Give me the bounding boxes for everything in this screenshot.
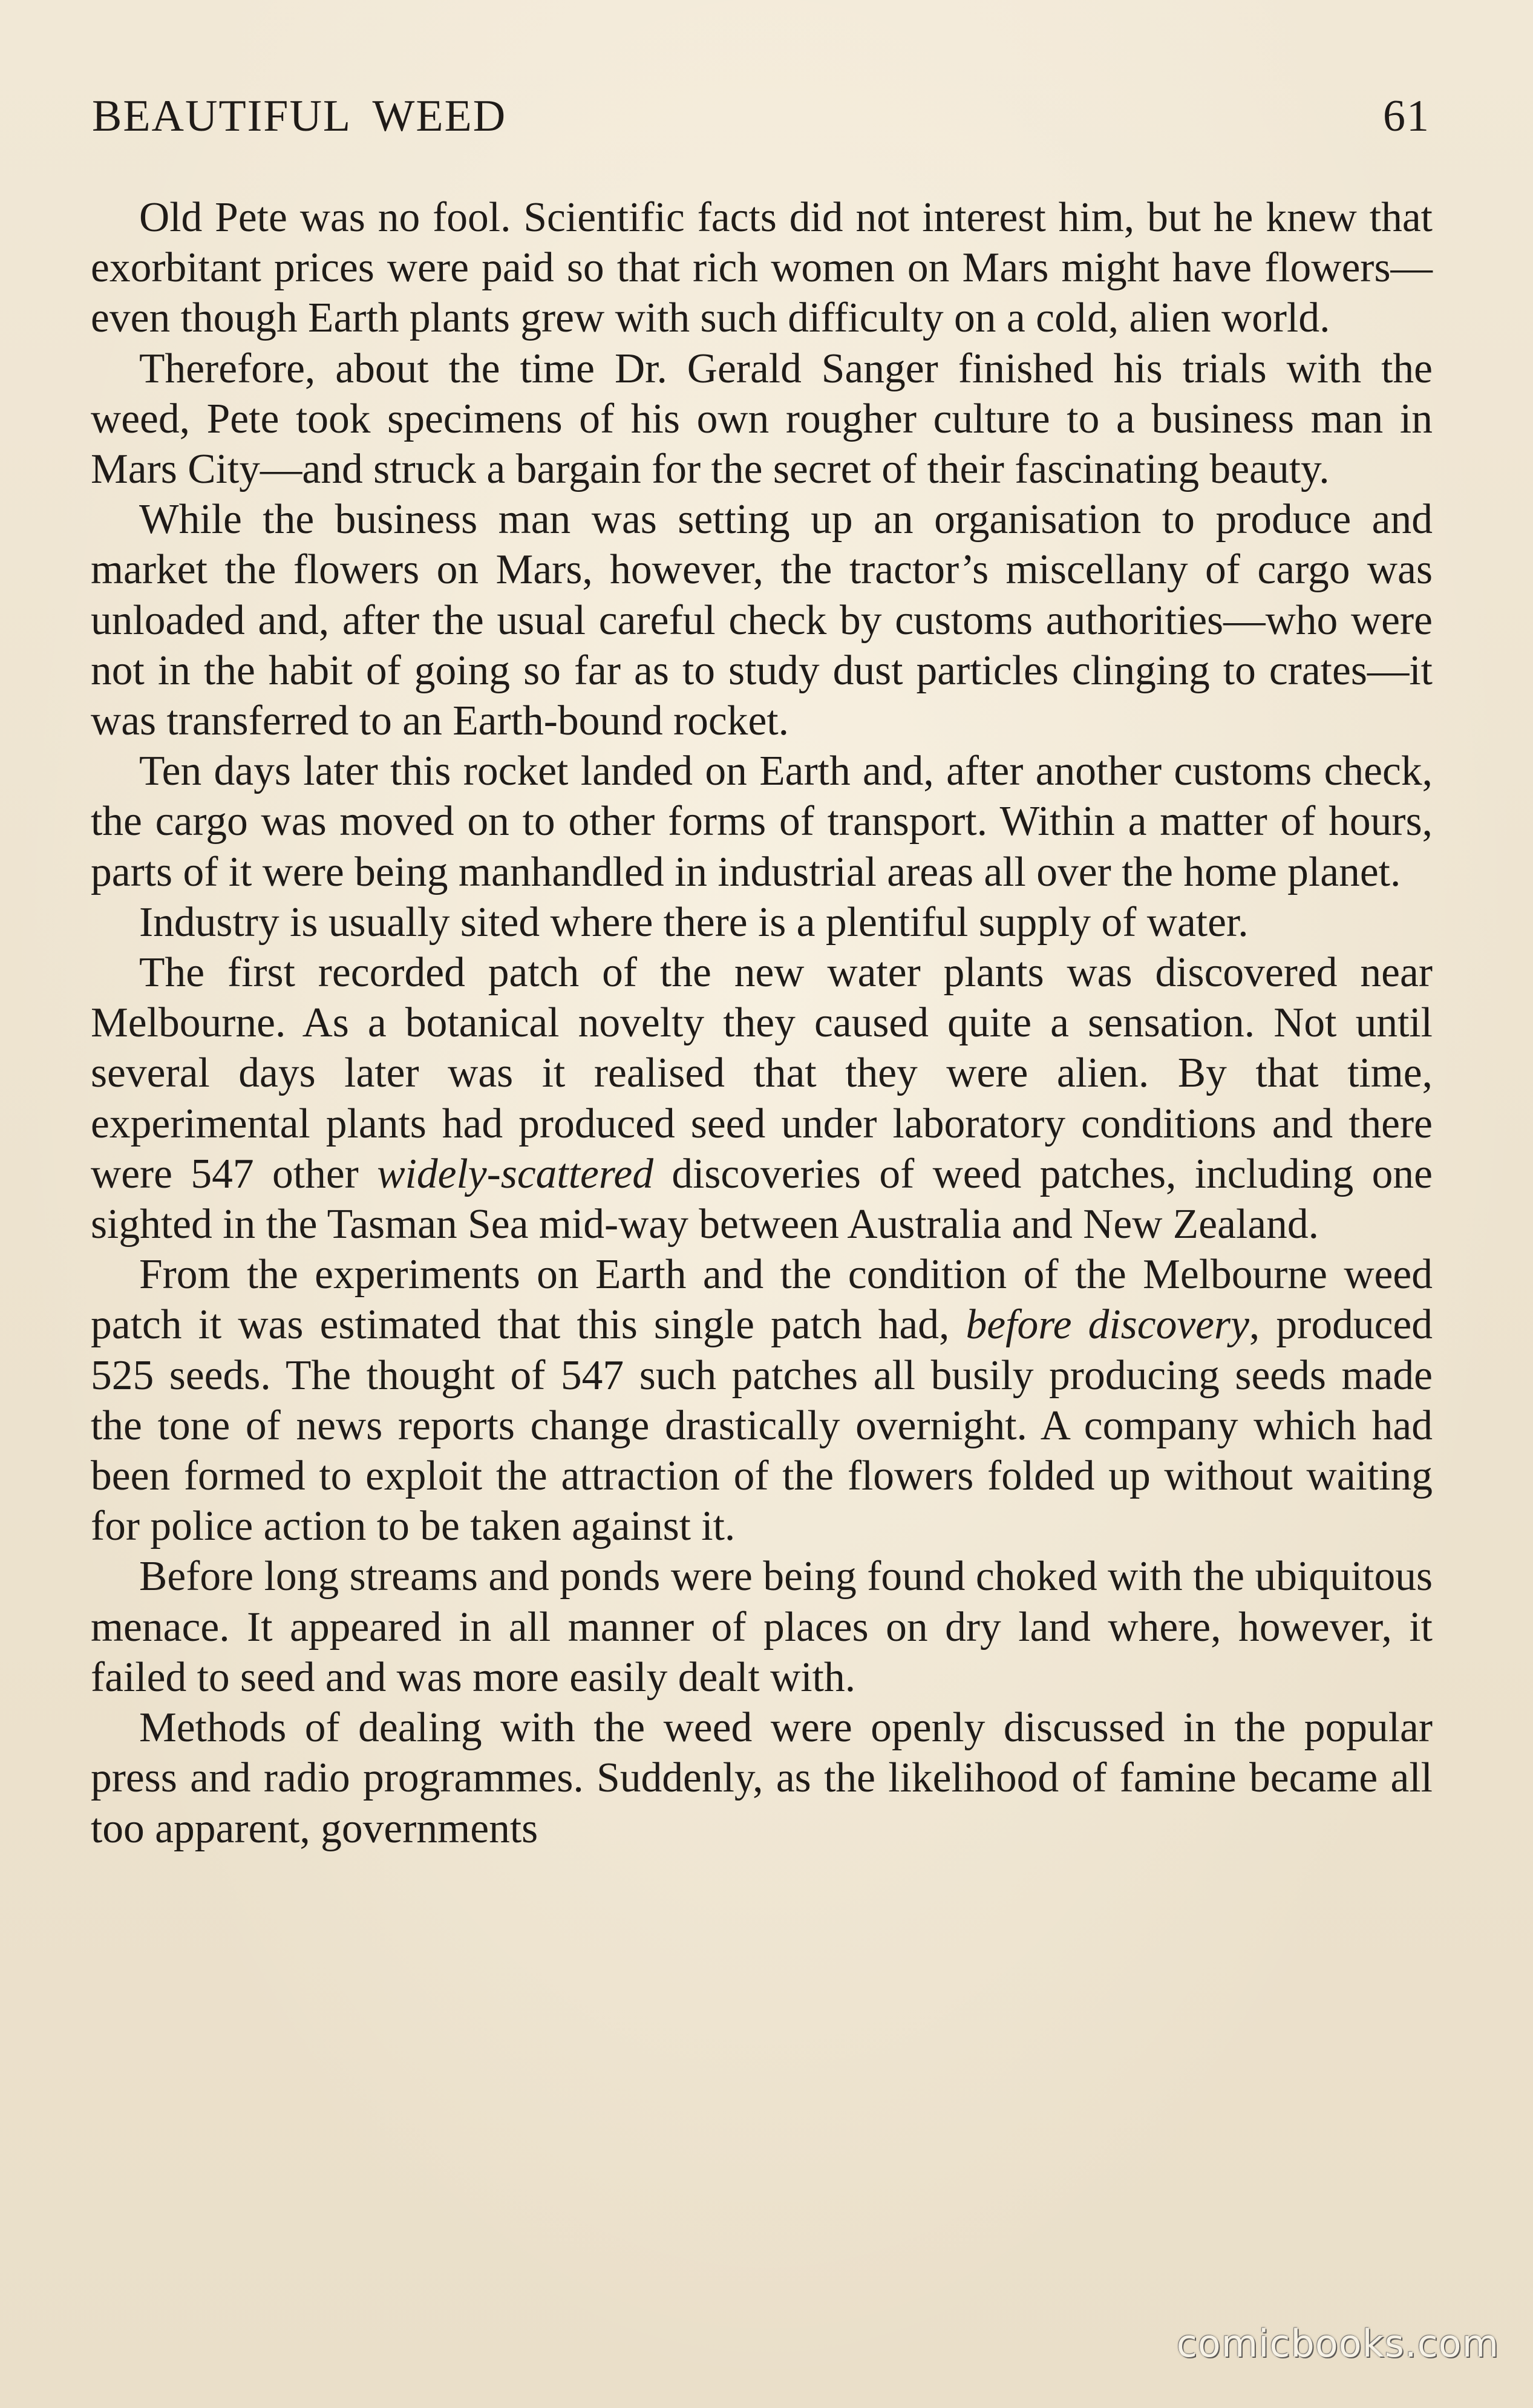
paragraph-6-text-after: discoveries of weed patches, including one sighted in the Tasman Sea mid-way between Australia and New Zealand.	[91, 1150, 1433, 1248]
paragraph-5: Industry is usually sited where there is a plentiful supply of water.	[139, 898, 1249, 946]
paragraph-2: Therefore, about the time Dr. Gerald Sanger finished his trials with the weed, Pete took specimens of his own rougher culture to a business man in Mars City—and struck a bargain for the secret of their fascinating beauty.	[91, 345, 1433, 493]
paragraph-7-text-before: From the experiments on Earth and the condition of the Melbourne weed patch it was estimated that this single patch had,	[91, 1251, 1433, 1349]
paragraph-1: Old Pete was no fool. Scientific facts did not interest him, but he knew that exorbitant prices were paid so that rich women on Mars might have flowers—even though Earth plants grew with such difficulty on a cold, alien world.	[91, 194, 1433, 342]
paragraph-8: Before long streams and ponds were being found choked with the ubiquitous menace. It appeared in all manner of places on dry land where, however, it failed to seed and was more easily dealt with.	[91, 1553, 1433, 1701]
page-number: 61	[1383, 91, 1430, 141]
paragraph-7-italic: before discovery	[966, 1301, 1249, 1349]
watermark-logo: comicbooks.com	[1176, 2321, 1499, 2366]
paragraph-3: While the business man was setting up an organisation to produce and market the flowers on Mars, however, the tractor’s miscellany of cargo was unloaded and, after the usual careful check by customs authorities—who were not in the habit of going so far as to study dust particles clinging to crates—it was transferred to an Earth-bound rocket.	[91, 496, 1433, 745]
running-head	[92, 91, 1430, 157]
body-text	[91, 192, 1433, 1854]
paragraph-6	[91, 947, 1433, 1249]
paragraph-7	[91, 1249, 1433, 1551]
paragraph-4: Ten days later this rocket landed on Earth and, after another customs check, the cargo was moved on to other forms of transport. Within a matter of hours, parts of it were being manhandled in industrial areas all over the home planet.	[91, 748, 1433, 895]
paragraph-9: Methods of dealing with the weed were openly discussed in the popular press and radio programmes. Suddenly, as the likelihood of famine became all too apparent, governments	[91, 1704, 1433, 1852]
running-title: BEAUTIFUL WEED	[92, 91, 507, 141]
paragraph-6-text-before: The first recorded patch of the new water plants was discovered near Melbourne. As a botanical novelty they caused quite a sensation. Not until several days later was it realised that they were alien. By that time, experimental plants had produced seed under laboratory conditions and there were 547 other	[91, 949, 1433, 1197]
paragraph-7-text-after: , produced 525 seeds. The thought of 547 such patches all busily producing seeds made the tone of news reports change drastically overnight. A company which had been formed to exploit the attraction of the flowers folded up without waiting for police action to be taken against it.	[91, 1301, 1433, 1550]
paragraph-6-italic: widely-scattered	[377, 1150, 653, 1197]
